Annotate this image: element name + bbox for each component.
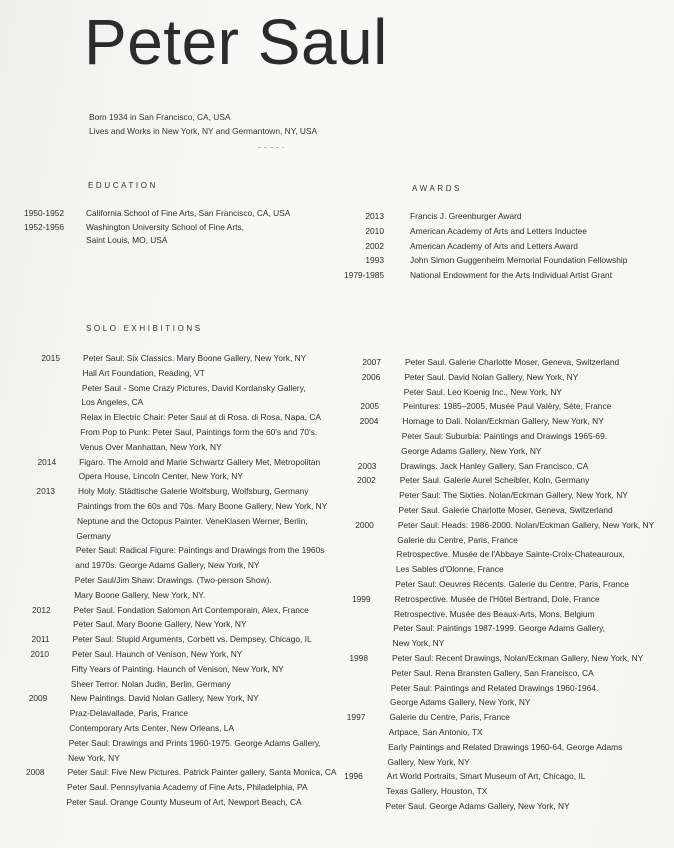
entry-text: Opera House, Lincoln Center, New York, NY [78, 471, 243, 482]
entry-text: Sheer Terror. Nolan Judin, Berlin, Germany [70, 678, 231, 689]
entry-text: Mary Boone Gallery, New York, NY. [74, 589, 206, 600]
entry-year: 1979-1985 [344, 270, 385, 281]
entry-text: American Academy of Arts and Letters Inductee [410, 225, 587, 236]
entry-text: Peter Saul. Orange County Museum of Art, Newport Beach, CA [66, 797, 302, 807]
entry-text: Retrospective. Musée de l'Hôtel Bertrand, Dole, France [394, 593, 600, 604]
entry-text: Art World Portraits, Smart Museum of Art, Chicago, IL [386, 771, 586, 782]
entry-text: Galerie du Centre, Paris, France [397, 534, 518, 545]
entry-text: Peter Saul. George Adams Gallery, New York, NY [385, 801, 570, 811]
entry-year: 2013 [365, 211, 384, 221]
entry-text: Peter Saul: The Sixties. Nolan/Eckman Gallery, New York, NY [399, 490, 628, 501]
entry-year: 2012 [32, 604, 51, 615]
entry-text: Retrospective. Musée de l'Abbaye Sainte-Croix-Chateauroux, [396, 549, 625, 560]
entry-text: Praz-Delavallade, Paris, France [69, 708, 189, 719]
entry-text: American Academy of Arts and Letters Award [410, 240, 578, 251]
entry-text: Artpace, San Antonio, TX [388, 727, 483, 737]
entry-year: 2015 [41, 353, 60, 363]
entry-text: Peter Saul. Leo Koenig Inc., New York, NY [403, 386, 562, 397]
entry-text: New Paintings. David Nolan Gallery, New York, NY [70, 693, 259, 704]
entry-text: George Adams Gallery, New York, NY [401, 445, 542, 456]
entry-text: Neptune and the Octopus Painter. VeneKlasen Werner, Berlin, [76, 515, 308, 526]
bio-birth: Born 1934 in San Francisco, CA, USA [89, 112, 231, 122]
solo-exhibitions-heading: SOLO EXHIBITIONS [86, 324, 203, 333]
entry-text: Peter Saul: Five New Pictures. Patrick Painter gallery, Santa Monica, CA [67, 767, 337, 778]
entry-text: Francis J. Greenburger Award [410, 211, 522, 221]
entry-text: Peter Saul. David Nolan Gallery, New York, NY [404, 371, 579, 382]
entry-year: 1996 [344, 771, 363, 782]
entry-year: 2009 [28, 693, 48, 704]
entry-text: John Simon Guggenheim Memorial Foundation Fellowship [410, 255, 628, 266]
entry-text: Early Paintings and Related Drawings 1960-64, George Adams [388, 741, 623, 752]
entry-text: Retrospective. Musée des Beaux-Arts, Mons, Belgium [393, 608, 595, 619]
entry-year: 2013 [36, 486, 56, 497]
entry-year: 2006 [361, 371, 381, 382]
entry-text: Peter Saul. Fondation Salomon Art Contemporain, Alex, France [73, 604, 309, 615]
entry-year: 2007 [362, 357, 381, 367]
entry-text: Peter Saul: Drawings and Prints 1960-1975. George Adams Gallery, [68, 737, 321, 748]
entry-text: From Pop to Punk: Peter Saul, Paintings form the 60's and 70's. [80, 427, 318, 437]
entry-year: 2004 [359, 416, 379, 427]
entry-text: Les Sables d'Olonne, France [395, 564, 504, 575]
entry-text: Peter Saul: Radical Figure: Paintings and Drawings from the 1960s [75, 545, 325, 556]
entry-text: Peter Saul: Recent Drawings, Nolan/Eckman Gallery, New York, NY [392, 653, 644, 663]
entry-text: Saint Louis, MO, USA [86, 235, 168, 245]
entry-text: George Adams Gallery, New York, NY [390, 697, 531, 708]
entry-year: 1999 [351, 593, 371, 604]
decorative-divider [258, 147, 284, 148]
entry-text: Washington University School of Fine Arts, [86, 221, 244, 232]
entry-year: 1997 [346, 712, 366, 723]
entry-year: 2008 [25, 767, 45, 778]
entry-year: 2003 [357, 460, 377, 471]
entry-text: National Endowment for the Arts Individual Artist Grant [410, 270, 613, 281]
entry-year: 2010 [30, 649, 49, 659]
entry-text: Peter Saul: Paintings and Related Drawings 1960-1964. [390, 682, 599, 693]
entry-text: Peter Saul: Suburbia: Paintings and Drawings 1965-69. [401, 431, 608, 441]
artist-name: Peter Saul [84, 6, 388, 78]
entry-text: Peter Saul. Mary Boone Gallery, New York, NY [73, 619, 247, 630]
entry-year: 1952-1956 [24, 221, 65, 232]
entry-text: Hall Art Foundation, Reading, VT [82, 367, 205, 378]
entry-text: Contemporary Arts Center, New Orleans, LA [69, 723, 235, 733]
entry-year: 2002 [357, 475, 376, 486]
entry-year: 1950-1952 [24, 208, 65, 218]
entry-year: 2014 [37, 456, 57, 467]
entry-text: Drawings. Jack Hanley Gallery, San Francisco, CA [400, 460, 589, 471]
entry-text: Los Angeles, CA [81, 397, 144, 408]
entry-text: Holy Moly. Städtische Galerie Wolfsburg, Wolfsburg, Germany [78, 486, 309, 497]
entry-text: Galerie du Centre, Paris, France [389, 712, 510, 723]
entry-text: Peter Saul: Six Classics. Mary Boone Gallery, New York, NY [83, 353, 307, 363]
entry-text: Peter Saul. Galerie Aurel Scheibler, Koln, Germany [399, 475, 590, 486]
entry-text: and 1970s. George Adams Gallery, New York, NY [75, 560, 260, 571]
education-heading: EDUCATION [88, 181, 158, 190]
entry-text: Figaro. The Arnold and Marie Schwartz Gallery Met, Metropolitan [79, 456, 321, 467]
entry-text: Peter Saul - Some Crazy Pictures, David Kordansky Gallery, [81, 382, 306, 393]
entry-text: Peter Saul: Stupid Arguments, Corbett vs. Dempsey, Chicago, IL [72, 634, 312, 645]
entry-text: Fifty Years of Painting. Haunch of Venison, New York, NY [71, 663, 284, 674]
entry-year: 2010 [365, 225, 384, 236]
entry-text: Texas Gallery, Houston, TX [386, 786, 488, 797]
entry-text: Peter Saul/Jim Shaw: Drawings. (Two-person Show). [74, 575, 272, 585]
entry-year: 1993 [365, 255, 384, 266]
entry-text: New York, NY [68, 752, 120, 763]
entry-year: 2011 [31, 634, 50, 645]
entry-text: Gallery, New York, NY [387, 756, 470, 767]
entry-text: Peter Saul. Pennsylvania Academy of Fine Arts, Philadelphia, PA [67, 782, 308, 793]
entry-text: Peter Saul. Galerie Charlotte Moser, Geneva, Switzerland [398, 505, 613, 515]
bio-residence: Lives and Works in New York, NY and Germantown, NY, USA [89, 126, 318, 136]
entry-text: Peter Saul. Rena Bransten Gallery, San Francisco, CA [391, 667, 594, 678]
entry-text: Venus Over Manhattan, New York, NY [79, 441, 222, 452]
entry-text: Peter Saul: Heads: 1986-2000. Nolan/Eckman Gallery, New York, NY [397, 519, 655, 530]
entry-year: 1998 [349, 653, 368, 663]
awards-heading: AWARDS [412, 184, 463, 193]
entry-year: 2000 [355, 519, 374, 530]
entry-text: Relax in Electric Chair: Peter Saul at di Rosa. di Rosa, Napa, CA [80, 412, 321, 423]
entry-year: 2002 [365, 240, 384, 251]
entry-text: California School of Fine Arts, San Francisco, CA, USA [86, 208, 291, 218]
entry-text: Peter Saul. Galerie Charlotte Moser, Geneva, Switzerland [405, 357, 620, 367]
entry-text: Homage to Dali. Nolan/Eckman Gallery, New York, NY [402, 416, 604, 427]
entry-text: Peter Saul: Oeuvres Récents. Galerie du Centre, Paris, France [395, 579, 629, 589]
entry-text: Peintures: 1985–2005, Musée Paul Valèry, Sète, France [403, 401, 612, 412]
entry-text: New York, NY [392, 638, 445, 649]
entry-text: Peter Saul: Paintings 1987-1999. George Adams Gallery, [393, 623, 605, 634]
entry-text: Germany [76, 530, 111, 541]
entry-year: 2005 [360, 401, 380, 412]
entry-text: Peter Saul. Haunch of Venison, New York, NY [72, 649, 243, 659]
entry-text: Paintings from the 60s and 70s. Mary Boone Gallery, New York, NY [77, 501, 328, 511]
